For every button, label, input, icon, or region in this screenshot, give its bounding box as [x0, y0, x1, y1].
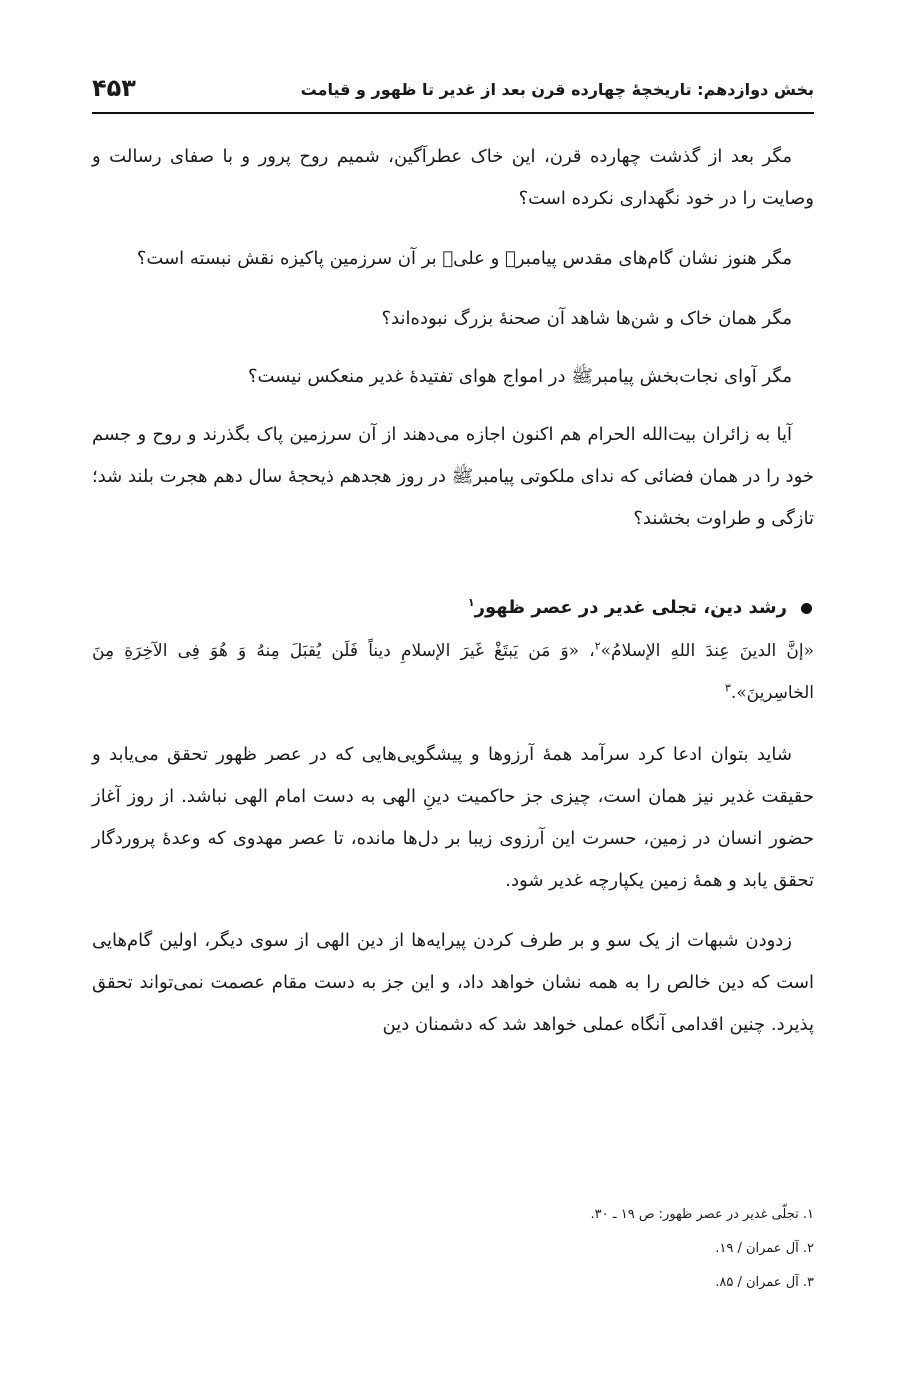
paragraph-4: مگر آوای نجات‌بخش پیامبرﷺ در امواج هوای تفتیدهٔ غدیر منعکس نیست؟ [247, 366, 792, 387]
section-heading-text: رشد دین، تجلی غدیر در عصر ظهور$^۱$ [467, 596, 787, 618]
section-heading [92, 590, 814, 626]
chapter-title: بخش دوازدهم: تاریخچهٔ چهارده قرن بعد از غدیر تا ظهور و قیامت [300, 80, 814, 99]
footnote-ref-1[interactable]: ۱ [467, 596, 475, 609]
paragraph-7: زدودن شبهات از یک سو و بر طرف کردن پیرایه‌ها از دین الهی از سوی دیگر، اولین گام‌هایی است که دین خالص را به همه نشان خواهد داد، و این جز به دست مقام عصمت نمی‌تواند تحقق پذیرد. چنین اقدامی آنگاه عملی خواهد شد که دشمنان دین [92, 930, 814, 1035]
paragraph-5: آیا به زائران بیت‌الله الحرام هم اکنون اجازه می‌دهند از آن سرزمین پاک بگذرند و روح و جسم خود را در همان فضائی که ندای ملکوتی پیامبرﷺ در روز هجدهم ذیحجهٔ سال دهم هجرت بلند شد؛ تازگی و طراوت بخشند؟ [92, 424, 814, 529]
footnote-ref-2[interactable]: ۲ [594, 639, 601, 653]
book-page [92, 60, 814, 1046]
paragraph-3: مگر همان خاک و شن‌ها شاهد آن صحنهٔ بزرگ نبوده‌اند؟ [381, 308, 792, 329]
footnote-2: ۲. آل عمران / ۱۹. [715, 1241, 814, 1256]
footnote-1: ۱. تجلّی غدیر در عصر ظهور: ص ۱۹ ـ ۳۰. [590, 1207, 814, 1222]
page-number: ۴۵۳ [92, 74, 136, 102]
footnote-ref-3[interactable]: ۳ [724, 681, 731, 695]
running-header [92, 60, 814, 114]
footnotes [92, 1198, 814, 1300]
paragraph-6: شاید بتوان ادعا کرد سرآمد همهٔ آرزوها و پیشگویی‌هایی که در عصر ظهور تحقق می‌یابد و حقیقت غدیر نیز همان است، چیزی جز حاکمیت دینِ الهی به دست امام الهی نباشد. از روز آغاز حضور انسان در زمین، حسرت این آرزوی زیبا بر دل‌ها مانده، تا عصر مهدوی که وعدهٔ پروردگار تحقق یابد و همهٔ زمین یکپارچه غدیر شود. [92, 744, 814, 891]
paragraph-2: مگر هنوز نشان گام‌های مقدس پیامبرﷺ و علیؑ بر آن سرزمین پاکیزه نقش نبسته است؟ [136, 248, 792, 269]
bullet-icon [801, 603, 812, 614]
footnote-3: ۳. آل عمران / ۸۵. [715, 1275, 814, 1290]
quran-quote: «إنَّ الدینَ عِندَ اللهِ الإسلامُ»$^۲$، «وَ مَن یَبتَغْ غَیرَ الإسلامِ دیناً فَلَن یُقبَلَ مِنهُ وَ هُوَ فِی الآخِرَةِ مِنَ الخاسِرینَ».$^۳$ [92, 639, 814, 703]
paragraph-1: مگر بعد از گذشت چهارده قرن، این خاک عطرآگین، شمیم روح پرور و با صفای رسالت و وصایت را در خود نگهداری نکرده است؟ [92, 146, 814, 209]
